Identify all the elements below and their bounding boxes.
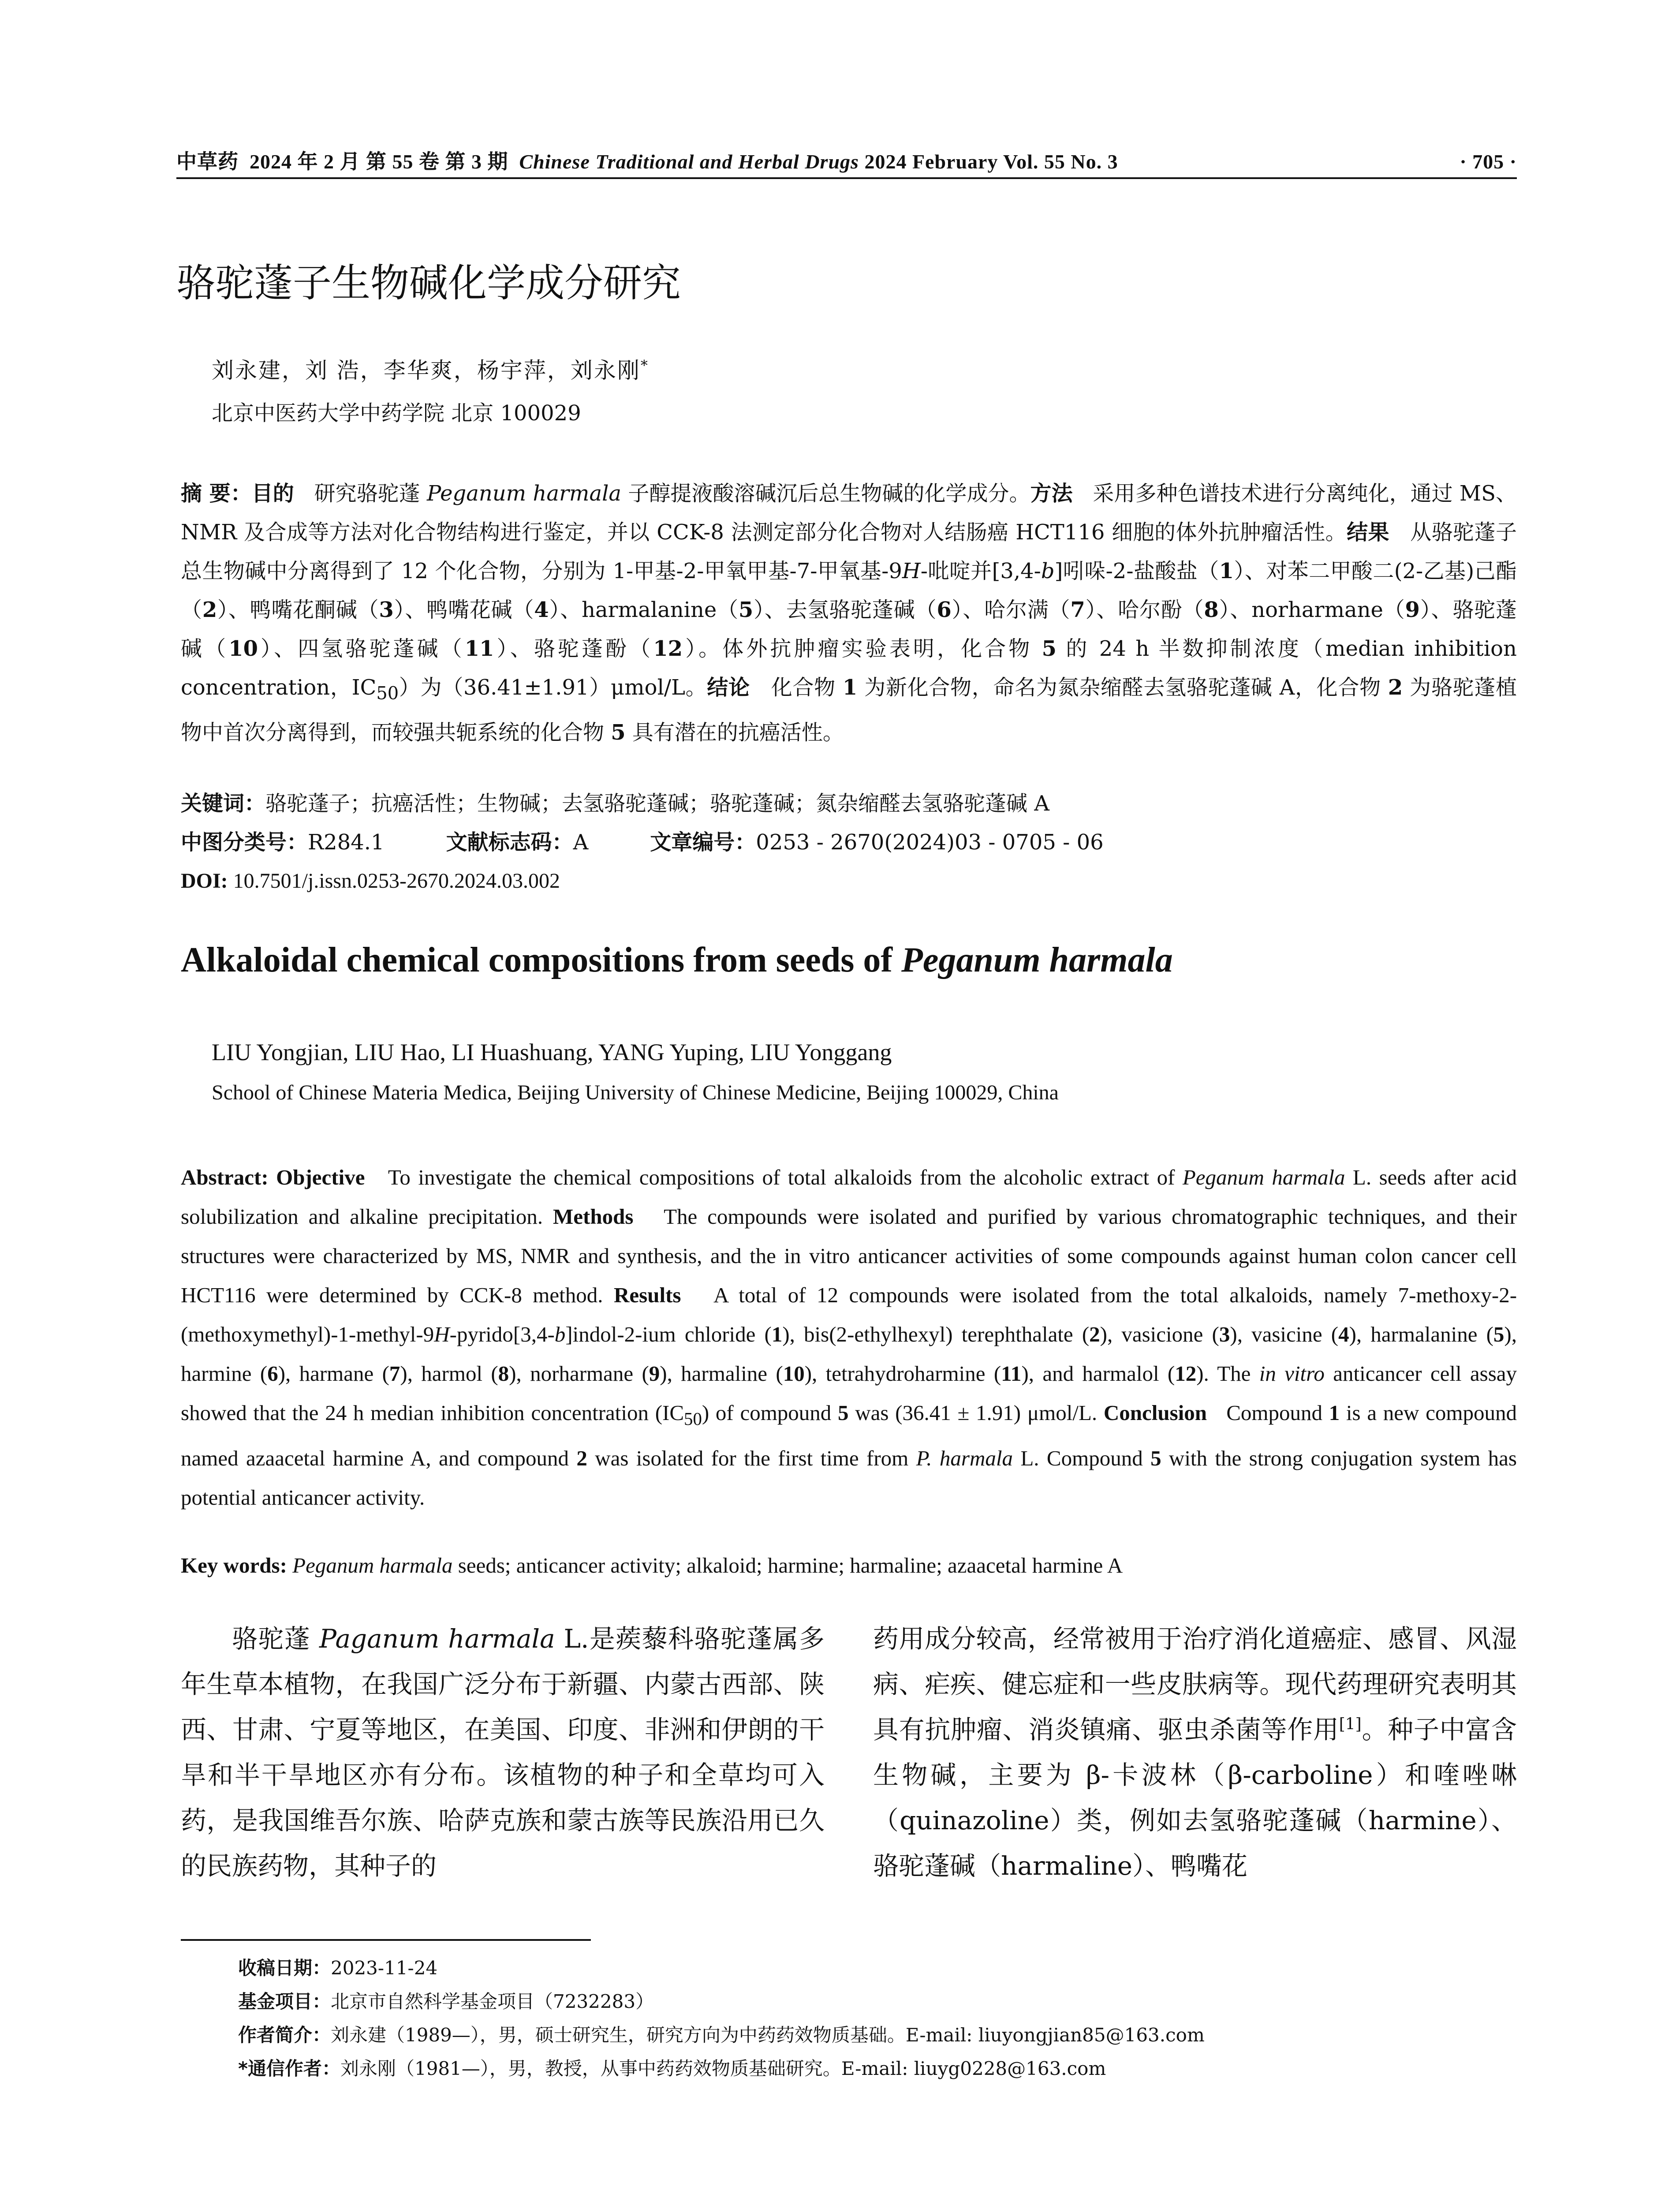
compound-number: 10 bbox=[783, 1361, 805, 1386]
header-left bbox=[176, 146, 1118, 175]
results-text: A total of 12 compounds were isolated from the total alkaloids, namely 7-methoxy-2-(methoxymethyl)-1-methyl-9 bbox=[181, 1283, 1517, 1346]
chinese-abstract bbox=[181, 474, 1517, 752]
article-no-value: 0253 - 2670(2024)03 - 0705 - 06 bbox=[756, 830, 1104, 855]
footnotes bbox=[238, 1951, 1205, 2085]
conclusion-text: 化合物 bbox=[771, 675, 843, 700]
conclusion-text: is a new compound named azaacetal harmine A, and compound bbox=[181, 1401, 1517, 1470]
keywords-row bbox=[181, 784, 1517, 823]
footnote-rule bbox=[181, 1939, 591, 1941]
reference-marker[interactable]: [1] bbox=[1339, 1715, 1362, 1734]
conclusion-text: 具有潜在的抗癌活性。 bbox=[625, 720, 844, 745]
compound-number: 12 bbox=[1175, 1361, 1197, 1386]
english-abstract bbox=[181, 1158, 1517, 1517]
compound-name: ）、鸭嘴花酮碱（ bbox=[217, 598, 379, 622]
compound-name: ）、哈尔满（ bbox=[951, 598, 1071, 622]
abstract-label: Abstract: bbox=[181, 1165, 269, 1189]
compound-number: 10 bbox=[228, 636, 258, 661]
running-header bbox=[176, 146, 1517, 175]
compound-number: 2 bbox=[1388, 675, 1403, 700]
footnote-label: 基金项目： bbox=[238, 1991, 331, 2012]
results-text: The bbox=[1209, 1361, 1259, 1386]
compound-name: ), harmane ( bbox=[278, 1361, 389, 1386]
species-name: Peganum harmala bbox=[426, 481, 622, 506]
footnote-label: *通信作者： bbox=[238, 2058, 340, 2079]
compound-number: 1 bbox=[1219, 559, 1234, 583]
chinese-metadata bbox=[181, 784, 1517, 901]
compound-name: ）。 bbox=[683, 636, 723, 661]
journal-name-cn: 中草药 bbox=[176, 150, 239, 173]
italic-h: H bbox=[434, 1322, 450, 1346]
compound-number: 7 bbox=[1070, 598, 1085, 622]
compound-number: 5 bbox=[738, 598, 754, 622]
compound-number: 11 bbox=[464, 636, 494, 661]
italic-h: H bbox=[902, 559, 921, 583]
results-text: 体外抗肿瘤实验表明，化合物 bbox=[722, 636, 1042, 661]
footnote-label: 收稿日期： bbox=[238, 1957, 331, 1979]
abstract-label: 摘 要： bbox=[181, 481, 252, 506]
results-text: ]indol-2-ium chloride ( bbox=[565, 1322, 772, 1346]
keywords-text: seeds; anticancer activity; alkaloid; harmine; harmaline; azaacetal harmine A bbox=[452, 1553, 1123, 1577]
compound-name: ), vasicione ( bbox=[1100, 1322, 1219, 1346]
compound-name: ), harmalanine ( bbox=[1349, 1322, 1493, 1346]
chinese-author-list: 刘永建，刘 浩，李华爽，杨宇萍，刘永刚 bbox=[212, 358, 641, 383]
keywords-label: 关键词： bbox=[181, 791, 266, 816]
species-name: Paganum harmala bbox=[319, 1624, 555, 1654]
english-authors: LIU Yongjian, LIU Hao, LI Huashuang, YANG Yuping, LIU Yonggang bbox=[212, 1039, 892, 1065]
compound-number: 1 bbox=[771, 1322, 783, 1346]
results-text: -pyrido[3,4- bbox=[449, 1322, 555, 1346]
results-text: 从骆驼蓬子总生物碱中分离得到了 12 个化合物，分别为 1-甲基-2-甲氧甲基-7-甲氧基-9 bbox=[181, 520, 1517, 583]
doi-row bbox=[181, 862, 1517, 901]
conclusion-label: Conclusion bbox=[1103, 1401, 1207, 1425]
methods-text: The compounds were isolated and purified by various chromatographic techniques, and their structures were characterized by MS, NMR and synthesis, and the in vitro anticancer activities of some compounds against human colon cancer cell HCT116 were determined by CCK-8 method. bbox=[181, 1204, 1517, 1307]
conclusion-text: with the strong conjugation system has potential anticancer activity. bbox=[181, 1446, 1517, 1510]
results-text: ）为（36.41±1.91）μmol/L。 bbox=[399, 675, 707, 700]
english-title bbox=[181, 940, 1173, 980]
conclusion-text: 为骆驼蓬植物中首次分离得到，而较强共轭系统的化合物 bbox=[181, 675, 1517, 745]
subscript: 50 bbox=[684, 1409, 702, 1429]
conclusion-text: Compound bbox=[1226, 1401, 1329, 1425]
compound-name: ), harmol ( bbox=[400, 1361, 498, 1386]
clc-label: 中图分类号： bbox=[181, 830, 308, 855]
compound-number: 1 bbox=[1329, 1401, 1340, 1425]
compound-name: ), tetrahydroharmine ( bbox=[804, 1361, 1001, 1386]
english-keywords bbox=[181, 1546, 1517, 1585]
compound-number: 6 bbox=[937, 598, 952, 622]
in-vitro: in vitro bbox=[1259, 1361, 1325, 1386]
compound-number: 3 bbox=[1219, 1322, 1230, 1346]
chinese-authors bbox=[212, 353, 649, 385]
header-rule bbox=[176, 177, 1517, 179]
compound-number: 8 bbox=[1204, 598, 1219, 622]
compound-number: 12 bbox=[653, 636, 683, 661]
species-name: Peganum harmala bbox=[901, 941, 1173, 979]
compound-name: ）、harmalanine（ bbox=[549, 598, 739, 622]
compound-number: 8 bbox=[498, 1361, 509, 1386]
objective-text-end: 子醇提液酸溶碱沉后总生物碱的化学成分。 bbox=[621, 481, 1030, 506]
footnote-text: 2023-11-24 bbox=[331, 1957, 438, 1979]
species-name: Peganum harmala bbox=[1182, 1165, 1345, 1189]
compound-number: 5 bbox=[611, 720, 626, 745]
clc-value: R284.1 bbox=[308, 830, 385, 855]
methods-label: 方法 bbox=[1030, 481, 1073, 506]
compound-number: 7 bbox=[389, 1361, 400, 1386]
compound-number: 6 bbox=[267, 1361, 278, 1386]
chinese-title: 骆驼蓬子生物碱化学成分研究 bbox=[176, 260, 681, 306]
compound-number: 5 bbox=[1042, 636, 1057, 661]
compound-number: 9 bbox=[649, 1361, 660, 1386]
page-number: · 705 · bbox=[1460, 150, 1517, 173]
compound-number: 2 bbox=[1089, 1322, 1100, 1346]
results-text: anticancer cell assay showed that the 24 h median inhibition concentration (IC bbox=[181, 1361, 1517, 1425]
footnote-text: 刘永建（1989—），男，硕士研究生，研究方向为中药药效物质基础。E-mail: liuyongjian85@163.com bbox=[331, 2024, 1205, 2046]
results-label: 结果 bbox=[1347, 520, 1390, 545]
compound-name: ）、四氢骆驼蓬碱（ bbox=[258, 636, 465, 661]
compound-name: ), harmaline ( bbox=[660, 1361, 783, 1386]
body-text: L.是蒺藜科骆驼蓬属多年生草本植物，在我国广泛分布于新疆、内蒙古西部、陕西、甘肃、宁夏等地区，在美国、印度、非洲和伊朗的干旱和半干旱地区亦有分布。该植物的种子和全草均可入药，是我国维吾尔族、哈萨克族和蒙古族等民族沿用已久的民族药物，其种子的 bbox=[181, 1624, 825, 1881]
subscript: 50 bbox=[376, 683, 399, 704]
compound-number: 5 bbox=[838, 1401, 849, 1425]
results-text: was (36.41 ± 1.91) μmol/L. bbox=[848, 1401, 1098, 1425]
compound-name: ）、norharmane（ bbox=[1218, 598, 1405, 622]
compound-number: 2 bbox=[202, 598, 217, 622]
compound-name: ). bbox=[1196, 1361, 1209, 1386]
compound-number: 9 bbox=[1405, 598, 1420, 622]
issue-cn: 2024 年 2 月 第 55 卷 第 3 期 bbox=[250, 150, 508, 173]
keywords-text: 骆驼蓬子；抗癌活性；生物碱；去氢骆驼蓬碱；骆驼蓬碱；氮杂缩醛去氢骆驼蓬碱 A bbox=[265, 791, 1049, 816]
footnote-received bbox=[238, 1951, 1205, 1985]
compound-number: 5 bbox=[1150, 1446, 1161, 1470]
objective-text: To investigate the chemical compositions of total alkaloids from the alcoholic extract of bbox=[388, 1165, 1183, 1189]
english-affiliation: School of Chinese Materia Medica, Beijing University of Chinese Medicine, Beijing 100029, China bbox=[212, 1081, 1059, 1104]
objective-label: Objective bbox=[276, 1165, 365, 1189]
issue-en: 2024 February Vol. 55 No. 3 bbox=[864, 150, 1118, 173]
doi-value[interactable]: 10.7501/j.issn.0253-2670.2024.03.002 bbox=[233, 869, 560, 893]
footnote-text: 刘永刚（1981—），男，教授，从事中药药效物质基础研究。E-mail: liuyg0228@163.com bbox=[340, 2058, 1106, 2079]
conclusion-label: 结论 bbox=[707, 675, 750, 700]
body-text: 。种子中富含生物碱，主要为 β-卡波林（β-carboline）和喹唑啉（quinazoline）类，例如去氢骆驼蓬碱（harmine）、骆驼蓬碱（harmaline）、鸭嘴花 bbox=[873, 1715, 1517, 1881]
conclusion-text: was isolated for the first time from bbox=[587, 1446, 916, 1470]
compound-name: ), norharmane ( bbox=[509, 1361, 649, 1386]
results-text: ]吲哚-2-盐酸盐（ bbox=[1054, 559, 1219, 583]
results-text: ) of compound bbox=[702, 1401, 838, 1425]
body-text: 骆驼蓬 bbox=[232, 1624, 320, 1654]
journal-name-en: Chinese Traditional and Herbal Drugs bbox=[519, 150, 859, 173]
doi-label: DOI: bbox=[181, 869, 228, 893]
compound-number: 4 bbox=[534, 598, 549, 622]
results-label: Results bbox=[614, 1283, 681, 1307]
compound-name: ）、哈尔酚（ bbox=[1085, 598, 1204, 622]
footnote-funding bbox=[238, 1985, 1205, 2018]
compound-name: ), and harmalol ( bbox=[1021, 1361, 1175, 1386]
objective-text: L. seeds after acid solubilization and alkaline precipitation. bbox=[181, 1165, 1517, 1229]
compound-name: ), harmine ( bbox=[181, 1322, 1517, 1386]
objective-text: 研究骆驼蓬 bbox=[314, 481, 427, 506]
compound-number: 11 bbox=[1001, 1361, 1022, 1386]
body-text: 药用成分较高，经常被用于治疗消化道癌症、感冒、风湿病、疟疾、健忘症和一些皮肤病等。现代药理研究表明其具有抗肿瘤、消炎镇痛、驱虫杀菌等作用 bbox=[873, 1624, 1517, 1745]
doccode-value: A bbox=[573, 830, 589, 855]
methods-text: 采用多种色谱技术进行分离纯化，通过 MS、NMR 及合成等方法对化合物结构进行鉴定，并以 CCK-8 法测定部分化合物对人结肠癌 HCT116 细胞的体外抗肿瘤活性。 bbox=[181, 481, 1517, 545]
compound-number: 4 bbox=[1338, 1322, 1349, 1346]
compound-name: ）、骆驼蓬碱（ bbox=[181, 598, 1517, 661]
compound-name: ）、鸭嘴花碱（ bbox=[393, 598, 534, 622]
compound-number: 2 bbox=[576, 1446, 587, 1470]
compound-number: 1 bbox=[842, 675, 858, 700]
compound-name: ), bis(2-ethylhexyl) terephthalate ( bbox=[782, 1322, 1090, 1346]
results-text: 的 24 h 半数抑制浓度（median inhibition concentration，IC bbox=[181, 636, 1517, 700]
compound-name: ）、骆驼蓬酚（ bbox=[494, 636, 653, 661]
results-text: -吡啶并[3,4- bbox=[920, 559, 1041, 583]
conclusion-text: L. Compound bbox=[1012, 1446, 1151, 1470]
footnote-label: 作者简介： bbox=[238, 2024, 331, 2046]
article-no-label: 文章编号： bbox=[650, 830, 756, 855]
doccode-label: 文献标志码： bbox=[446, 830, 573, 855]
footnote-corresponding bbox=[238, 2052, 1205, 2085]
footnote-text: 北京市自然科学基金项目（7232283） bbox=[331, 1991, 654, 2012]
conclusion-text: 为新化合物，命名为氮杂缩醛去氢骆驼蓬碱 A，化合物 bbox=[857, 675, 1388, 700]
classification-row bbox=[181, 823, 1517, 862]
species-name: Peganum harmala bbox=[292, 1553, 453, 1577]
english-title-text: Alkaloidal chemical compositions from seeds of bbox=[181, 941, 902, 979]
objective-label: 目的 bbox=[251, 481, 294, 506]
chinese-affiliation: 北京中医药大学中药学院 北京 100029 bbox=[212, 401, 581, 426]
compound-name: ）、对苯二甲酸二(2-乙基)己酯（ bbox=[181, 559, 1517, 622]
italic-b: b bbox=[554, 1322, 566, 1346]
compound-name: ）、去氢骆驼蓬碱（ bbox=[753, 598, 937, 622]
italic-b: b bbox=[1041, 559, 1055, 583]
footnote-author-bio bbox=[238, 2018, 1205, 2052]
body-column-left bbox=[181, 1616, 825, 1889]
species-name: P. harmala bbox=[916, 1446, 1013, 1470]
keywords-label: Key words: bbox=[181, 1553, 287, 1577]
compound-number: 3 bbox=[379, 598, 394, 622]
body-column-right bbox=[873, 1616, 1517, 1889]
methods-label: Methods bbox=[553, 1204, 634, 1229]
compound-number: 5 bbox=[1493, 1322, 1505, 1346]
corresponding-mark: * bbox=[640, 357, 649, 374]
compound-name: ), vasicine ( bbox=[1230, 1322, 1339, 1346]
